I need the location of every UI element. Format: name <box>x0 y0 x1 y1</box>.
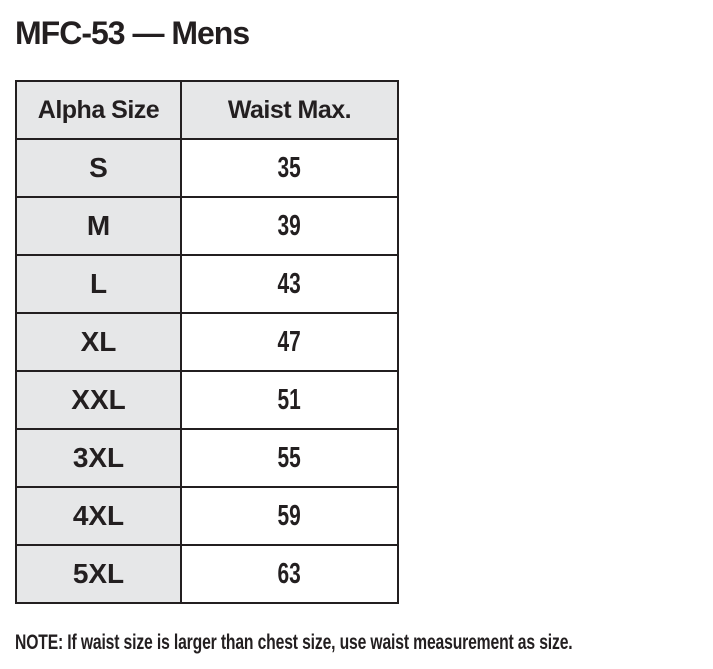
footnote-text: NOTE: If waist size is larger than chest size, use waist measurement as size. <box>15 630 573 654</box>
waist-max-value: 59 <box>277 499 302 532</box>
alpha-size-cell: M <box>16 197 181 255</box>
waist-max-cell <box>181 487 398 545</box>
waist-max-value: 63 <box>277 557 302 590</box>
waist-max-value: 55 <box>277 441 302 474</box>
table-row <box>16 139 398 197</box>
size-chart-table <box>15 80 399 604</box>
waist-max-cell <box>181 139 398 197</box>
table-row <box>16 487 398 545</box>
table-header-row <box>16 81 398 139</box>
waist-max-value: 35 <box>277 151 302 184</box>
alpha-size-cell: 5XL <box>16 545 181 603</box>
alpha-size-cell: S <box>16 139 181 197</box>
waist-max-value: 39 <box>277 209 302 242</box>
waist-max-value: 43 <box>277 267 302 300</box>
waist-max-cell <box>181 429 398 487</box>
waist-max-value: 51 <box>277 383 302 416</box>
table-row <box>16 371 398 429</box>
waist-max-cell <box>181 371 398 429</box>
page-title: MFC-53 — Mens <box>15 15 250 51</box>
alpha-size-cell: XL <box>16 313 181 371</box>
alpha-size-cell: 3XL <box>16 429 181 487</box>
table-row <box>16 429 398 487</box>
waist-max-cell <box>181 313 398 371</box>
table-row <box>16 255 398 313</box>
waist-max-value: 47 <box>277 325 302 358</box>
column-header-alpha-size: Alpha Size <box>16 81 181 139</box>
column-header-waist-max: Waist Max. <box>181 81 398 139</box>
table-row <box>16 545 398 603</box>
waist-max-cell <box>181 197 398 255</box>
table-row <box>16 197 398 255</box>
alpha-size-cell: L <box>16 255 181 313</box>
waist-max-cell <box>181 255 398 313</box>
alpha-size-cell: 4XL <box>16 487 181 545</box>
waist-max-cell <box>181 545 398 603</box>
alpha-size-cell: XXL <box>16 371 181 429</box>
table-row <box>16 313 398 371</box>
footnote <box>15 628 713 659</box>
